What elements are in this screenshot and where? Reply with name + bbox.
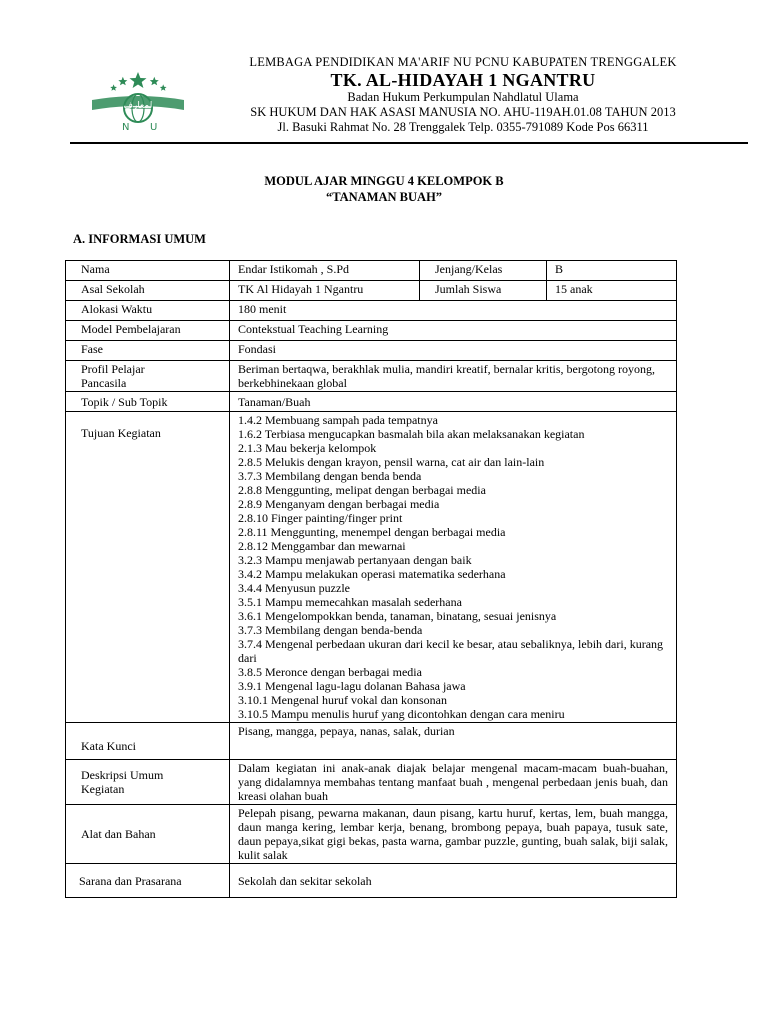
list-item: 3.7.3 Membilang dengan benda benda bbox=[238, 469, 422, 483]
kata-kunci-label: Kata Kunci bbox=[66, 723, 230, 760]
logo-letter-u: U bbox=[150, 122, 158, 133]
list-item: 3.4.4 Menyusun puzzle bbox=[238, 581, 350, 595]
list-item: 3.9.1 Mengenal lagu-lagu dolanan Bahasa jawa bbox=[238, 679, 466, 693]
legal-entity-line: Badan Hukum Perkumpulan Nahdlatul Ulama bbox=[347, 90, 579, 104]
list-item: 2.8.9 Menganyam dengan berbagai media bbox=[238, 497, 440, 511]
alat-value: Pelepah pisang, pewarna makanan, daun pisang, kartu huruf, kertas, lem, buah mangga, daun manga kering, lembar kerja, benang, brombong pepaya, buah papaya, tusuk sate, daun pepaya,sikat gigi bekas, pasta warna, gambar puzzle, gunting, buah salak, biji salak, kulit salak bbox=[230, 805, 677, 864]
table-row bbox=[66, 361, 677, 392]
siswa-label: Jumlah Siswa bbox=[420, 281, 547, 301]
document-subtitle: “TANAMAN BUAH” bbox=[325, 190, 443, 204]
jenjang-value: B bbox=[547, 261, 677, 281]
list-item: 3.4.2 Mampu melakukan operasi matematika sederhana bbox=[238, 567, 506, 581]
list-item: 3.8.5 Meronce dengan berbagai media bbox=[238, 665, 422, 679]
list-item: 3.7.4 Mengenal perbedaan ukuran dari kecil ke besar, atau sebaliknya, lebih dari, kurang dari bbox=[238, 637, 664, 665]
deskripsi-label-line: Kegiatan bbox=[81, 782, 125, 796]
list-item: 1.4.2 Membuang sampah pada tempatnya bbox=[238, 413, 438, 427]
siswa-value: 15 anak bbox=[547, 281, 677, 301]
document-title: MODUL AJAR MINGGU 4 KELOMPOK B bbox=[264, 174, 504, 188]
sarana-label: Sarana dan Prasarana bbox=[66, 864, 230, 898]
general-info-table bbox=[65, 260, 677, 898]
list-item: 3.6.1 Mengelompokkan benda, tanaman, binatang, sesuai jenisnya bbox=[238, 609, 557, 623]
list-item: 2.8.12 Menggambar dan mewarnai bbox=[238, 539, 406, 553]
list-item: 1.6.2 Terbiasa mengucapkan basmalah bila akan melaksanakan kegiatan bbox=[238, 427, 585, 441]
sarana-value: Sekolah dan sekitar sekolah bbox=[230, 864, 677, 898]
table-row bbox=[66, 412, 677, 723]
table-row bbox=[66, 281, 677, 301]
alat-label: Alat dan Bahan bbox=[66, 805, 230, 864]
list-item: 3.2.3 Mampu menjawab pertanyaan dengan baik bbox=[238, 553, 472, 567]
fase-value: Fondasi bbox=[230, 341, 677, 361]
table-row bbox=[66, 321, 677, 341]
list-item: 2.8.8 Menggunting, melipat dengan berbagai media bbox=[238, 483, 486, 497]
school-name: TK. AL-HIDAYAH 1 NGANTRU bbox=[330, 70, 596, 90]
jenjang-label: Jenjang/Kelas bbox=[420, 261, 547, 281]
profil-label-line: Profil Pelajar bbox=[81, 362, 145, 376]
decree-line: SK HUKUM DAN HAK ASASI MANUSIA NO. AHU-119AH.01.08 TAHUN 2013 bbox=[250, 105, 676, 119]
alokasi-value: 180 menit bbox=[230, 301, 677, 321]
table-row bbox=[66, 301, 677, 321]
kata-kunci-value: Pisang, mangga, pepaya, nanas, salak, durian bbox=[230, 723, 677, 760]
tujuan-list bbox=[230, 412, 677, 723]
section-heading: A. INFORMASI UMUM bbox=[73, 232, 206, 246]
nu-logo-icon bbox=[88, 70, 188, 136]
nama-value: Endar Istikomah , S.Pd bbox=[230, 261, 420, 281]
alokasi-label: Alokasi Waktu bbox=[66, 301, 230, 321]
profil-label bbox=[66, 361, 230, 392]
list-item: 2.8.5 Melukis dengan krayon, pensil warna, cat air dan lain-lain bbox=[238, 455, 545, 469]
sekolah-value: TK Al Hidayah 1 Ngantru bbox=[230, 281, 420, 301]
list-item: 3.10.1 Mengenal huruf vokal dan konsonan bbox=[238, 693, 447, 707]
profil-label-line: Pancasila bbox=[81, 376, 127, 390]
deskripsi-label-line: Deskripsi Umum bbox=[81, 768, 164, 782]
table-row bbox=[66, 760, 677, 805]
table-row bbox=[66, 392, 677, 412]
list-item: 2.1.3 Mau bekerja kelompok bbox=[238, 441, 377, 455]
institution-line: LEMBAGA PENDIDIKAN MA'ARIF NU PCNU KABUPATEN TRENGGALEK bbox=[249, 55, 677, 69]
table-row bbox=[66, 864, 677, 898]
table-row bbox=[66, 341, 677, 361]
address-line: Jl. Basuki Rahmat No. 28 Trenggalek Telp. 0355-791089 Kode Pos 66311 bbox=[277, 120, 649, 134]
table-row bbox=[66, 261, 677, 281]
letterhead bbox=[0, 0, 768, 150]
tujuan-label: Tujuan Kegiatan bbox=[66, 412, 230, 723]
nama-label: Nama bbox=[66, 261, 230, 281]
list-item: 2.8.11 Menggunting, menempel dengan berbagai media bbox=[238, 525, 506, 539]
table-row bbox=[66, 723, 677, 760]
deskripsi-value: Dalam kegiatan ini anak-anak diajak belajar mengenal macam-macam buah-buahan, yang didalamnya membahas tentang manfaat buah , mengenal perbedaan jenis buah, dan kreasi olahan buah bbox=[230, 760, 677, 805]
logo-script: ﻟﻤﻌﺎﺭﻑ bbox=[123, 101, 153, 111]
letterhead-text bbox=[198, 55, 728, 135]
list-item: 2.8.10 Finger painting/finger print bbox=[238, 511, 403, 525]
list-item: 3.7.3 Membilang dengan benda-benda bbox=[238, 623, 423, 637]
list-item: 3.5.1 Mampu memecahkan masalah sederhana bbox=[238, 595, 462, 609]
model-value: Contekstual Teaching Learning bbox=[230, 321, 677, 341]
fase-label: Fase bbox=[66, 341, 230, 361]
header-divider bbox=[70, 142, 748, 144]
sekolah-label: Asal Sekolah bbox=[66, 281, 230, 301]
logo-letter-n: N bbox=[122, 122, 130, 133]
list-item: 3.10.5 Mampu menulis huruf yang dicontohkan dengan cara meniru bbox=[238, 707, 565, 721]
topik-value: Tanaman/Buah bbox=[230, 392, 677, 412]
document-title-block bbox=[0, 173, 768, 205]
deskripsi-label bbox=[66, 760, 230, 805]
model-label: Model Pembelajaran bbox=[66, 321, 230, 341]
table-row bbox=[66, 805, 677, 864]
nu-maarif-logo bbox=[88, 70, 188, 136]
profil-value: Beriman bertaqwa, berakhlak mulia, mandiri kreatif, bernalar kritis, bergotong royong, berkebhinekaan global bbox=[230, 361, 677, 392]
topik-label: Topik / Sub Topik bbox=[66, 392, 230, 412]
